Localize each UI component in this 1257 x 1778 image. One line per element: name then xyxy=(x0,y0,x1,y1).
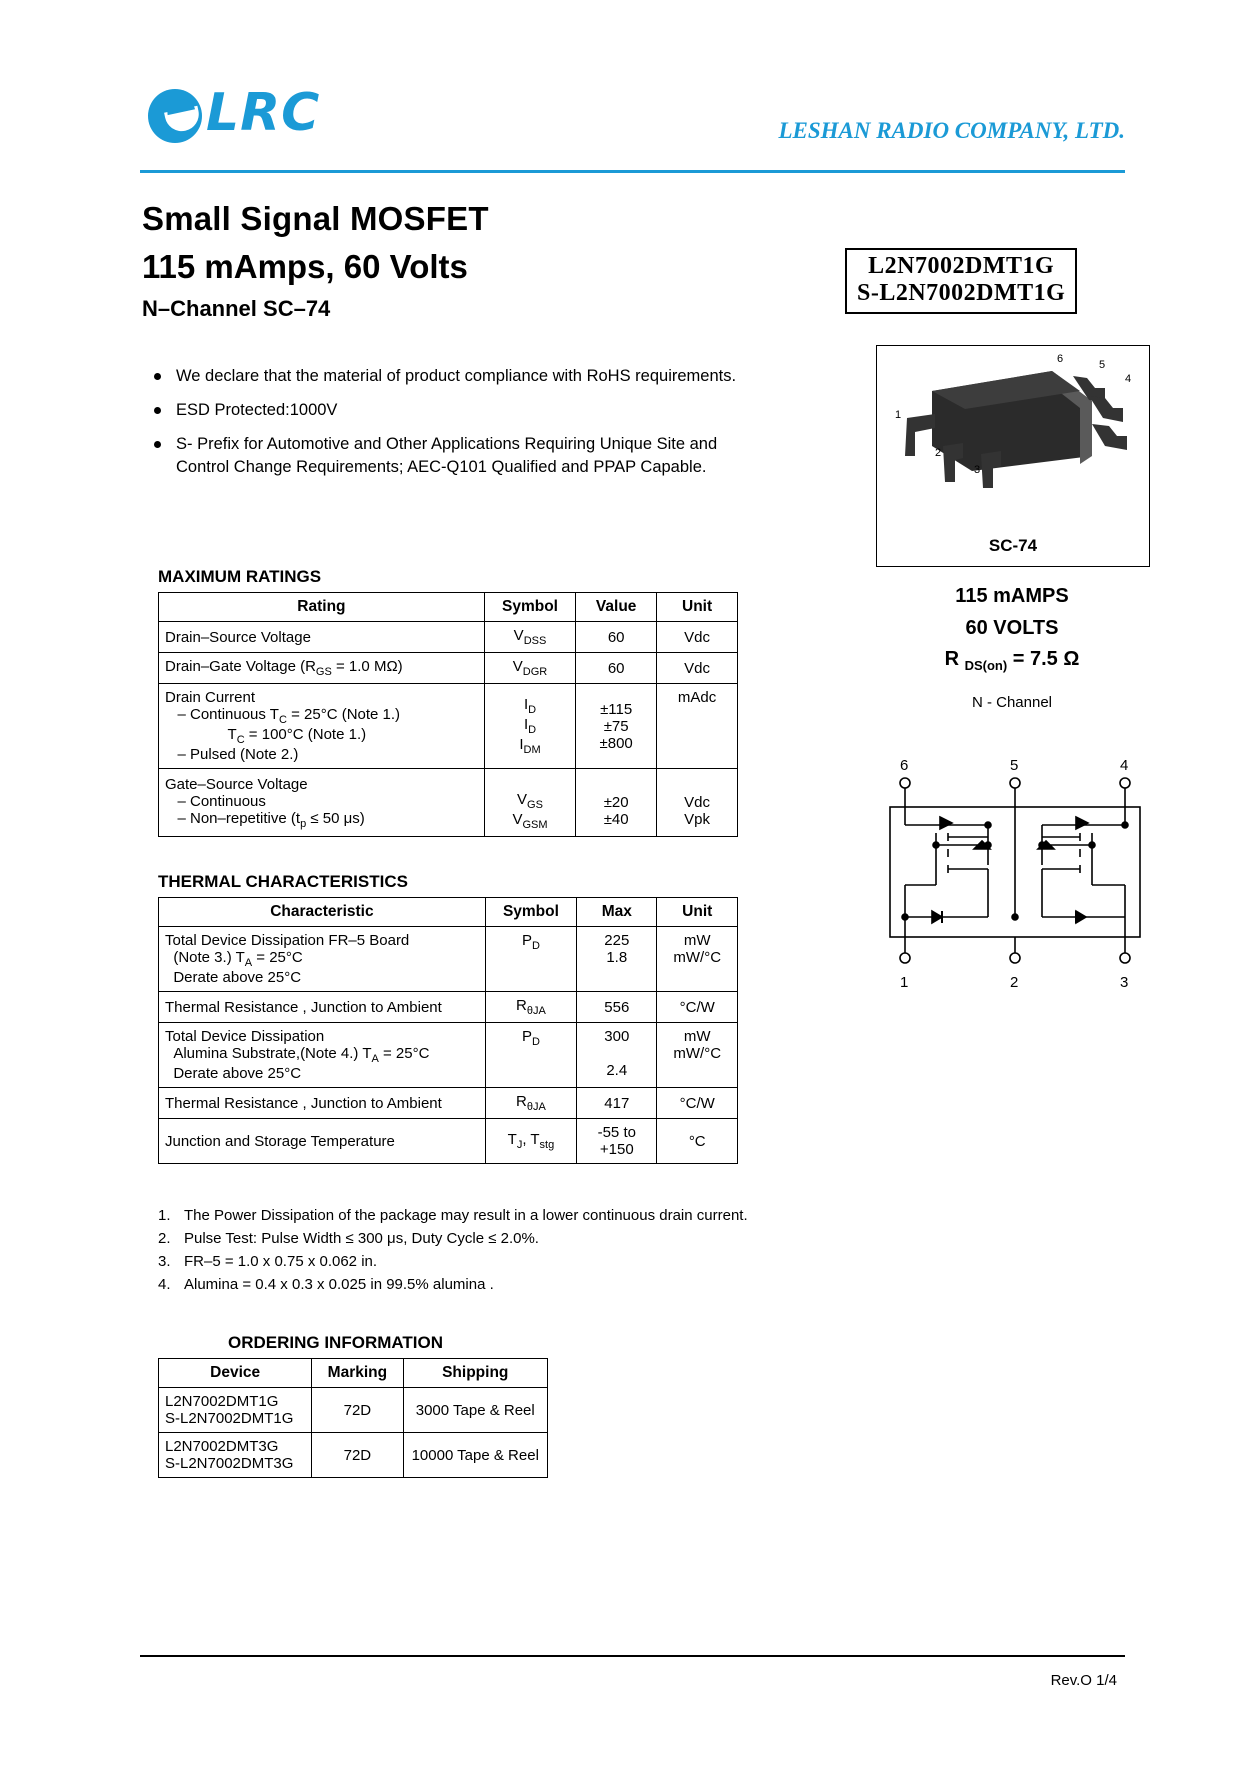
list-item: We declare that the material of product compliance with RoHS requirements. xyxy=(148,365,748,388)
header-divider xyxy=(140,170,1125,173)
cell-marking: 72D xyxy=(312,1388,403,1433)
svg-text:6: 6 xyxy=(1057,353,1064,365)
cell-unit: Vdc Vpk xyxy=(657,769,738,837)
package-label: SC-74 xyxy=(988,536,1038,555)
col-value: Value xyxy=(576,593,657,622)
table-row xyxy=(159,622,738,653)
part-number-primary: L2N7002DMT1G xyxy=(868,253,1055,279)
table-header-row xyxy=(159,898,738,927)
footnote xyxy=(158,1274,748,1295)
col-unit: Unit xyxy=(657,898,738,927)
footnote-number: 3. xyxy=(158,1253,171,1270)
cell-symbol: $V_{DSS}$ xyxy=(484,622,575,653)
ordering-information-table xyxy=(158,1358,548,1478)
rds-label: R xyxy=(944,648,960,670)
footnote xyxy=(158,1205,748,1226)
table-row xyxy=(159,1388,548,1433)
svg-text:2: 2 xyxy=(1010,974,1019,991)
table-row xyxy=(159,992,738,1023)
cell-device: L2N7002DMT3G S-L2N7002DMT3G xyxy=(159,1433,312,1478)
svg-text:1: 1 xyxy=(900,974,909,991)
cell-shipping: 3000 Tape & Reel xyxy=(403,1388,548,1433)
col-symbol: Symbol xyxy=(484,593,575,622)
page-subtitle-2: N–Channel SC–74 xyxy=(142,296,331,321)
footnote-number: 2. xyxy=(158,1230,171,1247)
cell-symbol: $V_{DGR}$ xyxy=(484,653,575,684)
cell-unit: Vdc xyxy=(657,653,738,684)
cell-rating: Gate–Source Voltage – Continuous – Non–repetitive ($t_p \le 50$ μs) xyxy=(159,769,485,837)
feature-list xyxy=(148,365,748,490)
lrc-logo xyxy=(140,85,370,147)
revision-label: Rev.O 1/4 xyxy=(1050,1672,1117,1689)
svg-text:2: 2 xyxy=(935,447,942,459)
cell-rating: Drain Current – Continuous $T_C = 25^\circ C$ (Note 1.) $T_C = 100^\circ C$ (Note 1.) – Pulsed (Note 2.) xyxy=(159,684,485,769)
col-marking: Marking xyxy=(312,1359,403,1388)
cell-value: 60 xyxy=(576,622,657,653)
list-item: ESD Protected:1000V xyxy=(148,399,748,422)
col-symbol: Symbol xyxy=(485,898,576,927)
table-row xyxy=(159,927,738,992)
spec-channel: N - Channel xyxy=(971,694,1053,711)
cell-rating: Drain–Gate Voltage ($R_{GS} = 1.0$ MΩ) xyxy=(159,653,485,684)
cell-characteristic: Total Device Dissipation Alumina Substrate,(Note 4.) $T_A = 25^\circ C$ Derate above 25°C xyxy=(159,1023,486,1088)
section-heading-maximum-ratings: MAXIMUM RATINGS xyxy=(158,567,322,586)
list-item: S- Prefix for Automotive and Other Applications Requiring Unique Site and Control Change Requirements; AEC-Q101 Qualified and PPAP Capable. xyxy=(148,433,748,479)
logo-circle-icon xyxy=(148,89,202,143)
table-row xyxy=(159,653,738,684)
rds-subscript: DS(on) xyxy=(964,658,1008,673)
cell-unit: °C/W xyxy=(657,992,738,1023)
col-rating: Rating xyxy=(159,593,485,622)
part-number-secondary: S-L2N7002DMT1G xyxy=(857,280,1066,306)
table-row xyxy=(159,1023,738,1088)
svg-text:6: 6 xyxy=(900,757,909,774)
section-heading-ordering: ORDERING INFORMATION xyxy=(228,1333,444,1352)
col-max: Max xyxy=(577,898,657,927)
table-row xyxy=(159,1088,738,1119)
rds-value: = 7.5 Ω xyxy=(1012,648,1080,670)
cell-value: ±20 ±40 xyxy=(576,769,657,837)
page-header xyxy=(140,85,1125,165)
svg-text:4: 4 xyxy=(1120,757,1129,774)
footnote xyxy=(158,1228,748,1249)
svg-text:5: 5 xyxy=(1099,359,1106,371)
svg-text:1: 1 xyxy=(895,409,902,421)
cell-value: 60 xyxy=(576,653,657,684)
cell-symbol: $R_{\theta JA}$ xyxy=(485,992,576,1023)
cell-marking: 72D xyxy=(312,1433,403,1478)
cell-symbol: $T_J$, $T_{stg}$ xyxy=(485,1119,576,1164)
cell-characteristic: Total Device Dissipation FR–5 Board (Note 3.) $T_A = 25^\circ C$ Derate above 25°C xyxy=(159,927,486,992)
footer-divider xyxy=(140,1655,1125,1657)
footnote xyxy=(158,1251,748,1272)
spec-rdson xyxy=(876,648,1148,673)
internal-schematic-diagram xyxy=(870,745,1160,995)
thermal-characteristics-table xyxy=(158,897,738,1164)
section-heading-thermal: THERMAL CHARACTERISTICS xyxy=(158,872,408,891)
cell-max: 417 xyxy=(577,1088,657,1119)
col-device: Device xyxy=(159,1359,312,1388)
svg-text:3: 3 xyxy=(1120,974,1129,991)
maximum-ratings-table xyxy=(158,592,738,837)
col-shipping: Shipping xyxy=(403,1359,548,1388)
col-characteristic: Characteristic xyxy=(159,898,486,927)
logo-text: LRC xyxy=(206,83,321,143)
cell-symbol: $P_D$ xyxy=(485,1023,576,1088)
cell-max: 225 1.8 xyxy=(577,927,657,992)
cell-characteristic: Thermal Resistance , Junction to Ambient xyxy=(159,1088,486,1119)
table-row xyxy=(159,1119,738,1164)
package-drawing xyxy=(876,345,1150,567)
part-number-box xyxy=(845,248,1077,314)
cell-characteristic: Junction and Storage Temperature xyxy=(159,1119,486,1164)
footnote-number: 1. xyxy=(158,1207,171,1224)
company-name: LESHAN RADIO COMPANY, LTD. xyxy=(778,118,1125,143)
cell-symbol: $R_{\theta JA}$ xyxy=(485,1088,576,1119)
cell-unit: mW mW/°C xyxy=(657,927,738,992)
cell-symbol: $I_D$ $I_D$ $I_{DM}$ xyxy=(484,684,575,769)
logo-swoosh-icon xyxy=(164,106,202,135)
svg-text:3: 3 xyxy=(974,464,981,476)
footnote-text: Pulse Test: Pulse Width ≤ 300 μs, Duty Cycle ≤ 2.0%. xyxy=(184,1230,539,1247)
svg-text:4: 4 xyxy=(1125,373,1132,385)
cell-shipping: 10000 Tape & Reel xyxy=(403,1433,548,1478)
cell-unit: °C xyxy=(657,1119,738,1164)
spec-voltage: 60 VOLTS xyxy=(965,617,1059,639)
cell-symbol: $P_D$ xyxy=(485,927,576,992)
page-subtitle: 115 mAmps, 60 Volts xyxy=(142,248,468,285)
cell-max: 556 xyxy=(577,992,657,1023)
cell-characteristic: Thermal Resistance , Junction to Ambient xyxy=(159,992,486,1023)
footnote-text: Alumina = 0.4 x 0.3 x 0.025 in 99.5% alumina . xyxy=(184,1276,494,1293)
cell-max: -55 to +150 xyxy=(577,1119,657,1164)
table-row xyxy=(159,684,738,769)
spec-current: 115 mAMPS xyxy=(955,585,1069,607)
cell-unit: °C/W xyxy=(657,1088,738,1119)
table-header-row xyxy=(159,1359,548,1388)
col-unit: Unit xyxy=(657,593,738,622)
cell-unit: Vdc xyxy=(657,622,738,653)
table-row xyxy=(159,1433,548,1478)
footnote-text: FR–5 = 1.0 x 0.75 x 0.062 in. xyxy=(184,1253,378,1270)
footnotes xyxy=(158,1205,748,1297)
cell-unit: mW mW/°C xyxy=(657,1023,738,1088)
cell-device: L2N7002DMT1G S-L2N7002DMT1G xyxy=(159,1388,312,1433)
table-header-row xyxy=(159,593,738,622)
cell-unit: mAdc xyxy=(657,684,738,769)
table-row xyxy=(159,769,738,837)
cell-symbol: $V_{GS}$ $V_{GSM}$ xyxy=(484,769,575,837)
page-title: Small Signal MOSFET xyxy=(142,200,489,237)
sc74-package-illustration xyxy=(877,346,1149,536)
svg-text:5: 5 xyxy=(1010,757,1019,774)
footnote-text: The Power Dissipation of the package may result in a lower continuous drain current. xyxy=(184,1207,748,1224)
cell-rating: Drain–Source Voltage xyxy=(159,622,485,653)
footnote-number: 4. xyxy=(158,1276,171,1293)
cell-max: 300 2.4 xyxy=(577,1023,657,1088)
cell-value: ±115 ±75 ±800 xyxy=(576,684,657,769)
